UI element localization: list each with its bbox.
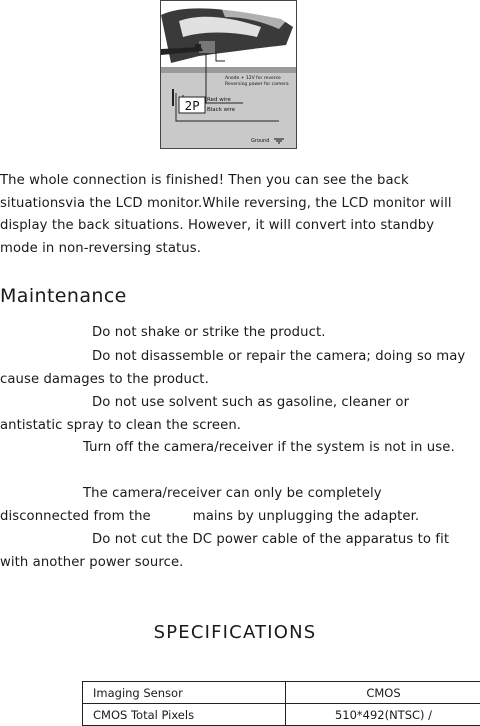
spec-label: Imaging Sensor: [83, 682, 286, 704]
maintenance-heading: Maintenance: [0, 285, 127, 307]
connector-label: 2P: [184, 99, 200, 113]
maintenance-item: Do not disassemble or repair the camera; doing so may cause damages to the product.: [0, 349, 466, 387]
wiring-illustration: [161, 1, 296, 148]
annotation-anode: Anode + 12V for reverse: [225, 76, 281, 81]
maintenance-item: Do not cut the DC power cable of the apparatus to fit with another power source.: [0, 532, 450, 570]
black-wire-label: Black wire: [207, 107, 236, 113]
spec-label: CMOS Total Pixels: [83, 704, 286, 726]
maintenance-item: Turn off the camera/receiver if the system is not in use.: [83, 440, 455, 455]
table-row: [83, 682, 480, 704]
red-wire-label: Red wire: [207, 97, 231, 103]
wiring-diagram-figure: [160, 0, 297, 149]
specifications-heading: SPECIFICATIONS: [153, 622, 317, 643]
spec-value: CMOS: [286, 682, 480, 704]
spec-value: 510*492(NTSC) /: [286, 704, 480, 726]
specifications-table: [82, 681, 480, 726]
maintenance-item: Do not shake or strike the product.: [92, 325, 326, 340]
annotation-reversing: Reversing power for camera: [225, 82, 289, 87]
maintenance-item: Do not use solvent such as gasoline, cleaner or antistatic spray to clean the screen.: [0, 395, 410, 433]
table-row: [83, 704, 480, 726]
intro-paragraph: The whole connection is finished! Then you can see the back situationsvia the LCD monitor.While reversing, the LCD monitor will display the back situations. However, it will convert into standby mode in non-reversing status.: [0, 173, 452, 257]
maintenance-item: The camera/receiver can only be completely disconnected from the mains by unplugging the adapter.: [0, 486, 420, 524]
ground-label: Ground: [251, 138, 270, 144]
